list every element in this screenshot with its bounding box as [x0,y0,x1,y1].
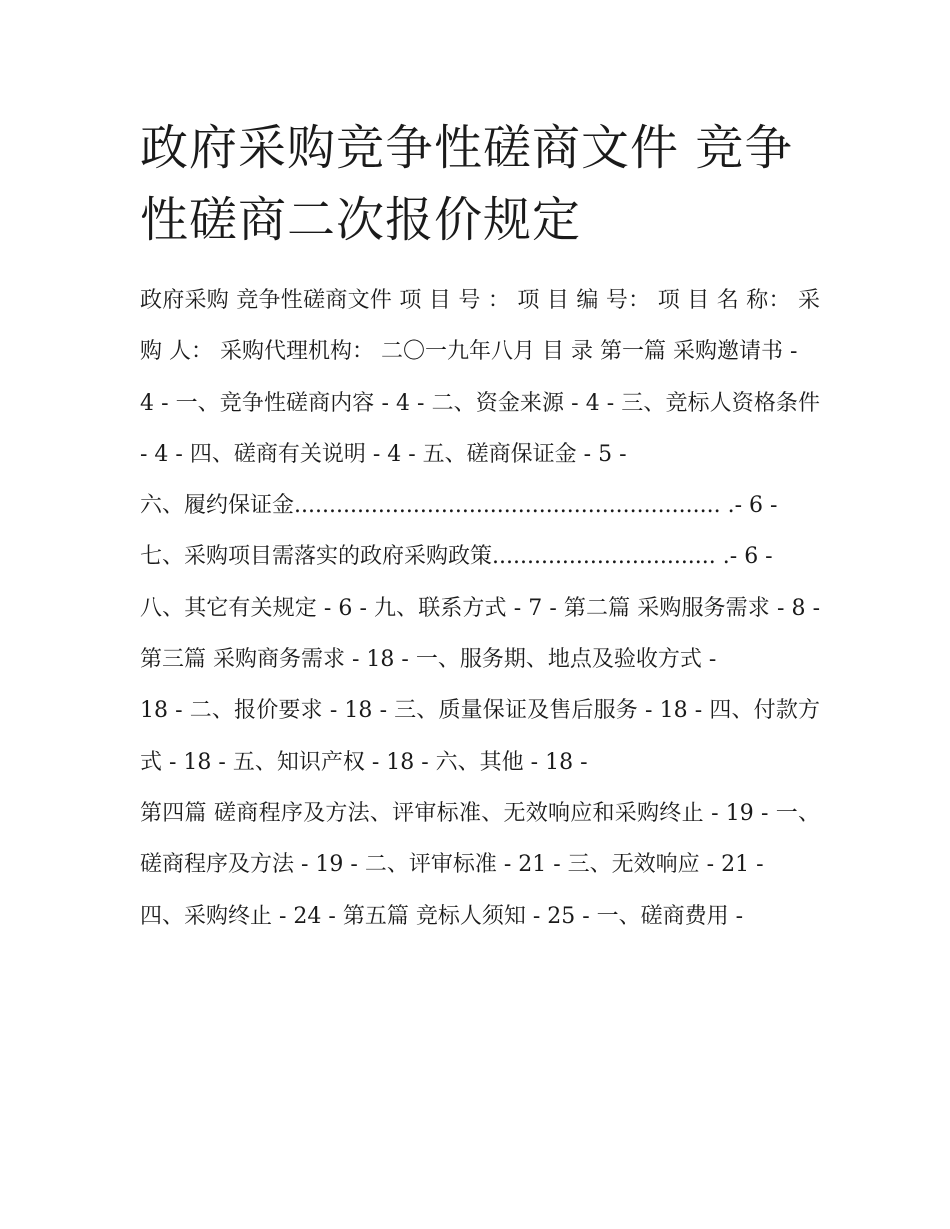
toc-paragraph: 第四篇 磋商程序及方法、评审标准、无效响应和采购终止 - 19 - 一、磋商程序及方法 - 19 - 二、评审标准 - 21 - 三、无效响应 - 21 - [140,800,820,878]
toc-paragraph: 政府采购 竞争性磋商文件 项 目 号 ： 项 目 编 号： 项 目 名 称： 采 购 人： 采购代理机构： 二〇一九年八月 目 录 第一篇 采购邀请书 - [140,288,821,365]
document-title: 政府采购竞争性磋商文件 竞争性磋商二次报价规定 [140,120,794,248]
toc-paragraph: 七、采购项目需落实的政府采购政策................................ .- 6 - [140,544,773,570]
toc-paragraph: 八、其它有关规定 - 6 - 九、联系方式 - 7 - 第二篇 采购服务需求 - 8 - 第三篇 采购商务需求 - 18 - 一、服务期、地点及验收方式 - [140,595,820,673]
toc-paragraph: 18 - 二、报价要求 - 18 - 三、质量保证及售后服务 - 18 - 四、付款方式 - 18 - 五、知识产权 - 18 - 六、其他 - 18 - [140,698,820,775]
toc-paragraph: 六、履约保证金............................................................. .- 6 - [140,493,778,519]
toc-paragraph: 4 - 一、竞争性磋商内容 - 4 - 二、资金来源 - 4 - 三、竞标人资格条件 - 4 - 四、磋商有关说明 - 4 - 五、磋商保证金 - 5 - [140,390,820,467]
toc-paragraph: 四、采购终止 - 24 - 第五篇 竞标人须知 - 25 - 一、磋商费用 - [140,903,744,929]
document-body [140,275,820,942]
